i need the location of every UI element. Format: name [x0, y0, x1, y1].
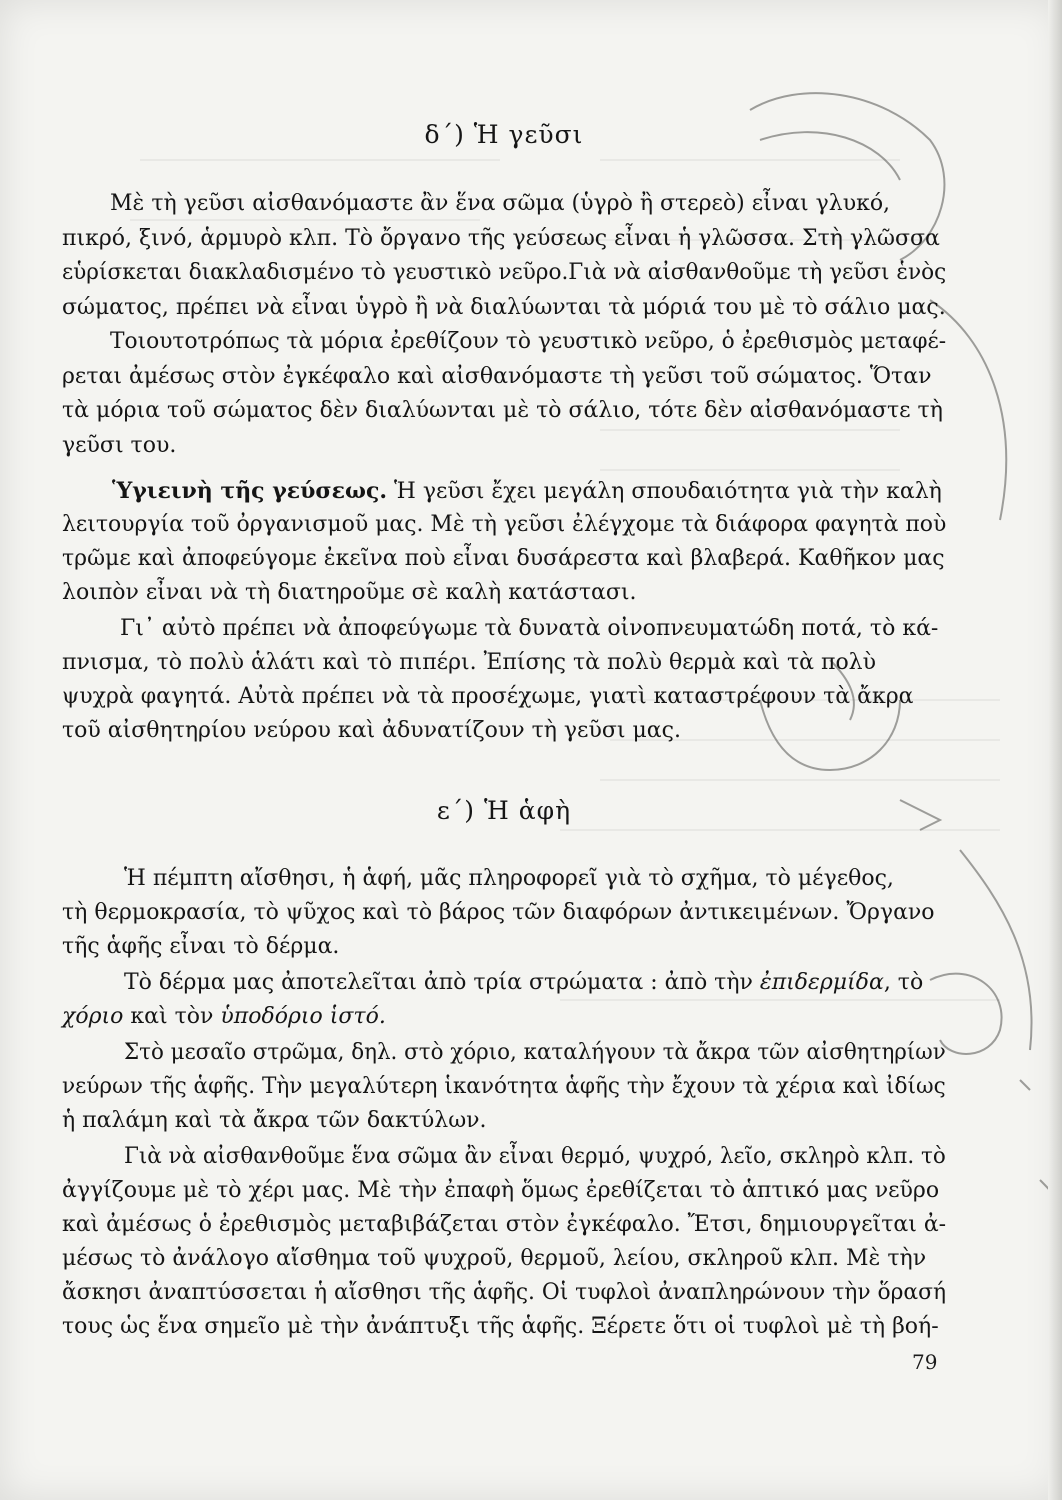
term-epidermis: ἐπιδερμίδα: [759, 970, 884, 995]
hygiene-heading: Ὑγιεινὴ τῆς γεύσεως.: [112, 478, 387, 504]
section-e-p3-line-3: ἡ παλάμη καὶ τὰ ἄκρα τῶν δακτύλων.: [62, 1108, 487, 1133]
section-d-p2-line-2: λειτουργία τοῦ ὀργανισμοῦ μας. Μὲ τὴ γεῦσι ἐλέγχομε τὰ διάφορα φαγητὰ ποὺ: [62, 512, 947, 537]
section-d-p1-line-1: Μὲ τὴ γεῦσι αἰσθανόμαστε ἂν ἕνα σῶμα (ὑγρὸ ἢ στερεὸ) εἶναι γλυκό,: [110, 191, 891, 216]
section-e-p3-line-1: Στὸ μεσαῖο στρῶμα, δηλ. στὸ χόριο, καταλήγουν τὰ ἄκρα τῶν αἰσθητηρίων: [124, 1040, 946, 1065]
section-d-p2-line-3: τρῶμε καὶ ἀποφεύγομε ἐκεῖνα ποὺ εἶναι δυσάρεστα καὶ βλαβερά. Καθῆκον μας: [62, 546, 945, 571]
term-dermis: χόριο: [62, 1004, 124, 1029]
section-d-p2-line-1: [112, 480, 942, 503]
section-e-p1-line-2: τὴ θερμοκρασία, τὸ ψῦχος καὶ τὸ βάρος τῶν διαφόρων ἀντικειμένων. Ὄργανο: [62, 900, 935, 925]
section-e-p4-line-2: ἀγγίζουμε μὲ τὸ χέρι μας. Μὲ τὴν ἐπαφὴ ὅμως ἐρεθίζεται τὸ ἁπτικό μας νεῦρο: [62, 1178, 940, 1203]
section-e-p1-line-3: τῆς ἁφῆς εἶναι τὸ δέρμα.: [62, 934, 340, 959]
section-e-p4-line-4: μέσως τὸ ἀνάλογο αἴσθημα τοῦ ψυχροῦ, θερμοῦ, λείου, σκληροῦ κλπ. Μὲ τὴν: [62, 1246, 927, 1271]
hygiene-text: Ἡ γεῦσι ἔχει μεγάλη σπουδαιότητα γιὰ τὴν καλὴ: [394, 479, 942, 504]
section-d-heading: δ΄) Ἡ γεῦσι: [424, 120, 584, 149]
section-e-heading: ε΄) Ἡ ἁφὴ: [436, 796, 572, 825]
section-d-p1-line-4: σώματος, πρέπει νὰ εἶναι ὑγρὸ ἢ νὰ διαλύωνται τὰ μόριά του μὲ τὸ σάλιο μας.: [62, 295, 946, 320]
section-e-p2-line-2: [62, 1006, 386, 1028]
section-d-p1-line-5: Τοιουτοτρόπως τὰ μόρια ἐρεθίζουν τὸ γευστικὸ νεῦρο, ὁ ἐρεθισμὸς μεταφέ-: [110, 329, 947, 354]
section-d-p3-line-4: τοῦ αἰσθητηρίου νεύρου καὶ ἀδυνατίζουν τὴ γεῦσι μας.: [62, 718, 681, 743]
skin-layers-comma: , τὸ: [883, 970, 924, 995]
section-e-p4-line-3: καὶ ἀμέσως ὁ ἐρεθισμὸς μεταβιβάζεται στὸν ἐγκέφαλο. Ἔτσι, δημιουργεῖται ἀ-: [62, 1212, 947, 1237]
skin-layers-and: καὶ τὸν: [123, 1004, 221, 1029]
section-d-p1-line-6: ρεται ἀμέσως στὸν ἐγκέφαλο καὶ αἰσθανόμαστε τὴ γεῦσι τοῦ σώματος. Ὅταν: [62, 364, 932, 389]
section-e-p4-line-1: Γιὰ νὰ αἰσθανθοῦμε ἕνα σῶμα ἂν εἶναι θερμό, ψυχρό, λεῖο, σκληρὸ κλπ. τὸ: [124, 1144, 946, 1169]
section-d-p2-line-4: λοιπὸν εἶναι νὰ τὴ διατηροῦμε σὲ καλὴ κατάστασι.: [62, 580, 637, 605]
section-e-p1-line-1: Ἡ πέμπτη αἴσθησι, ἡ ἁφή, μᾶς πληροφορεῖ γιὰ τὸ σχῆμα, τὸ μέγεθος,: [124, 866, 894, 891]
section-d-p1-line-2: πικρό, ξινό, ἁρμυρὸ κλπ. Τὸ ὄργανο τῆς γεύσεως εἶναι ἡ γλῶσσα. Στὴ γλῶσσα: [62, 226, 940, 251]
section-e-p2-line-1: [124, 972, 923, 994]
section-e-p4-line-6: τους ὡς ἕνα σημεῖο μὲ τὴν ἀνάπτυξι τῆς ἁφῆς. Ξέρετε ὅτι οἱ τυφλοὶ μὲ τὴ βοή-: [62, 1314, 939, 1339]
section-d-p3-line-3: ψυχρὰ φαγητά. Αὐτὰ πρέπει νὰ τὰ προσέχωμε, γιατὶ καταστρέφουν τὰ ἄκρα: [62, 684, 914, 709]
section-d-p3-line-2: πνισμα, τὸ πολὺ ἁλάτι καὶ τὸ πιπέρι. Ἐπίσης τὰ πολὺ θερμὰ καὶ τὰ πολὺ: [62, 650, 876, 675]
page-edge: [1048, 0, 1062, 1500]
skin-layers-intro: Τὸ δέρμα μας ἀποτελεῖται ἀπὸ τρία στρώματα : ἀπὸ τὴν: [124, 970, 753, 995]
section-e-p4-line-5: ἄσκησι ἀναπτύσσεται ἡ αἴσθησι τῆς ἁφῆς. Οἱ τυφλοὶ ἀναπληρώνουν τὴν ὅρασή: [62, 1280, 947, 1305]
section-d-p3-line-1: Γι᾿ αὐτὸ πρέπει νὰ ἀποφεύγωμε τὰ δυνατὰ οἰνοπνευματώδη ποτά, τὸ κά-: [120, 616, 939, 641]
term-hypodermis: ὑποδόριο ἱστό.: [220, 1004, 386, 1029]
section-d-p1-line-3: εὑρίσκεται διακλαδισμένο τὸ γευστικὸ νεῦρο.Γιὰ νὰ αἰσθανθοῦμε τὴ γεῦσι ἑνὸς: [62, 260, 947, 285]
section-d-p1-line-7: τὰ μόρια τοῦ σώματος δὲν διαλύωνται μὲ τὸ σάλιο, τότε δὲν αἰσθανόμαστε τὴ: [62, 398, 943, 423]
section-e-p3-line-2: νεύρων τῆς ἁφῆς. Τὴν μεγαλύτερη ἱκανότητα ἁφῆς τὴν ἔχουν τὰ χέρια καὶ ἰδίως: [62, 1074, 946, 1099]
page-number: 79: [912, 1350, 938, 1374]
section-d-p1-line-8: γεῦσι του.: [62, 433, 177, 458]
